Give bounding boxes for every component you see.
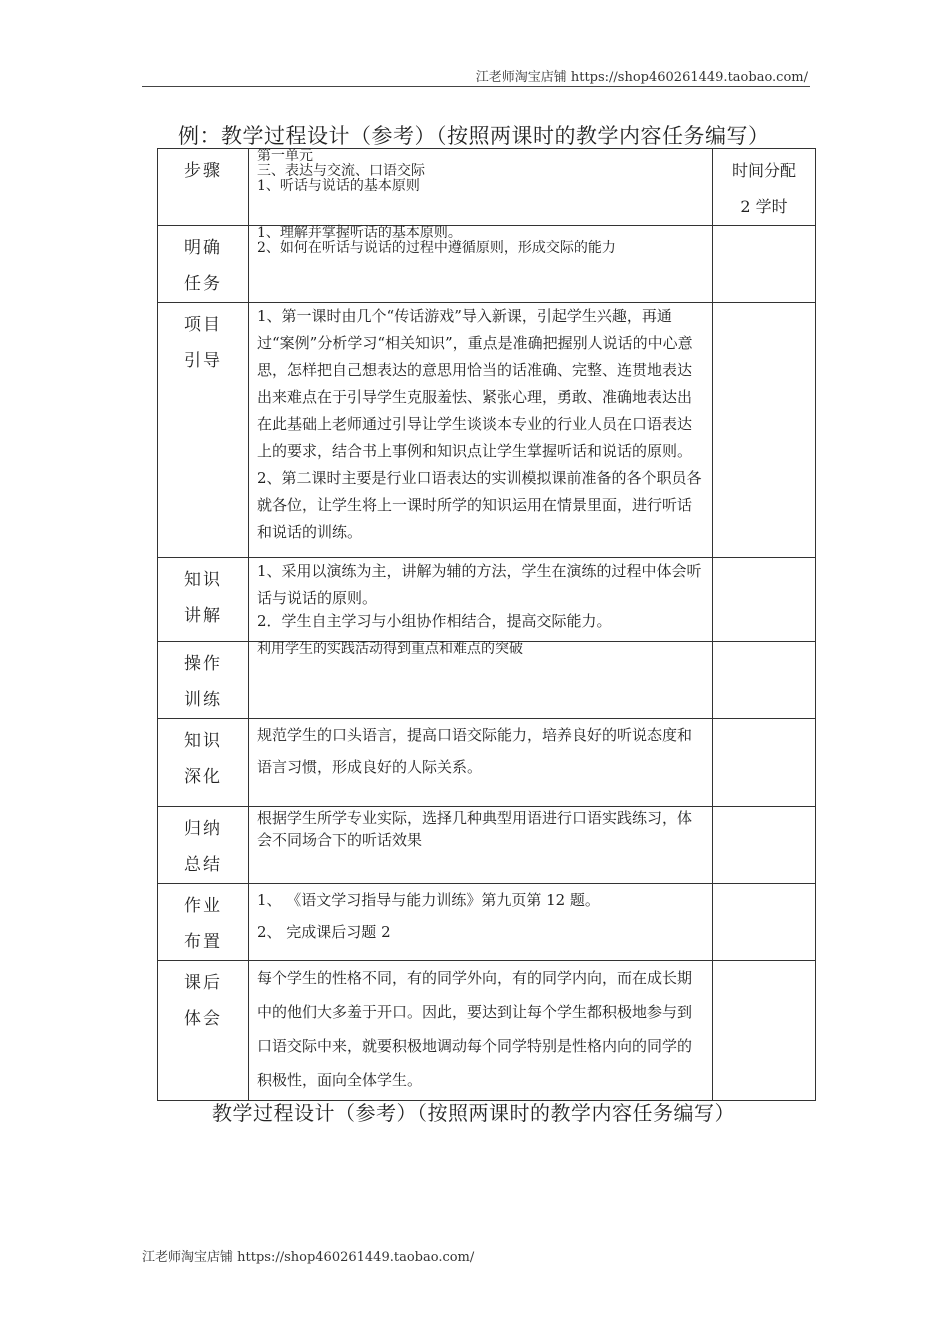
table-row (158, 642, 816, 719)
step-cell (158, 642, 249, 719)
step-label: 知识 (184, 570, 222, 590)
step-label: 项目 (184, 315, 222, 335)
step-cell (158, 807, 249, 884)
header-shop-link[interactable]: 江老师淘宝店铺 https://shop460261449.taobao.com/ (475, 70, 808, 85)
step-label: 深化 (184, 767, 222, 787)
unit-section: 三、表达与交流、口语交际 (257, 163, 425, 179)
content-cell (249, 807, 713, 884)
step-label: 任务 (184, 274, 222, 294)
content-cell (249, 226, 713, 303)
content-cell (249, 884, 713, 961)
step-cell (158, 884, 249, 961)
content-cell (249, 719, 713, 807)
step-cell (158, 226, 249, 303)
step-label: 明确 (184, 238, 222, 258)
content-paragraph: 1、第一课时由几个“传话游戏”导入新课，引起学生兴趣，再通过“案例”分析学习“相关知识”，重点是准确把握别人说话的中心意思，怎样把自己想表达的意思用恰当的话准确、完整、连贯地表达出来难点在于引导学生克服羞怯、紧张心理，勇敢、准确地表达出在此基础上老师通过引导让学生谈谈本专业的行业人员在口语表达上的要求，结合书上事例和知识点让学生掌握听话和说话的原则。 (257, 307, 693, 460)
table-row (158, 226, 816, 303)
step-label: 总结 (184, 855, 222, 875)
time-cell (713, 558, 816, 642)
table-row (158, 558, 816, 642)
time-cell (713, 884, 816, 961)
time-cell (713, 719, 816, 807)
document-title: 例：教学过程设计（参考）（按照两课时的教学内容任务编写） (178, 124, 770, 148)
step-header-cell (158, 149, 249, 226)
time-value: 2 学时 (740, 197, 788, 216)
unit-info-cell (249, 149, 713, 226)
content-paragraph: 2、 完成课后习题 2 (257, 923, 391, 941)
table-header-row (158, 149, 816, 226)
lesson-plan-table (157, 148, 816, 1101)
time-cell (713, 226, 816, 303)
step-label: 归纳 (184, 819, 222, 839)
content-cell (249, 642, 713, 719)
content-line: 1、理解并掌握听话的基本原则。 (257, 225, 462, 241)
step-label: 操作 (184, 654, 222, 674)
content-paragraph: 1、采用以演练为主，讲解为辅的方法，学生在演练的过程中体会听话与说话的原则。 (257, 562, 702, 607)
time-cell (713, 807, 816, 884)
table-row (158, 303, 816, 558)
content-paragraph: 根据学生所学专业实际，选择几种典型用语进行口语实践练习，体会不同场合下的听话效果 (257, 809, 693, 849)
content-paragraph: 利用学生的实践活动得到重点和难点的突破 (257, 641, 523, 657)
table-row (158, 884, 816, 961)
step-label: 知识 (184, 731, 222, 751)
step-label: 作业 (184, 896, 222, 916)
step-label: 课后 (184, 973, 222, 993)
table-row (158, 807, 816, 884)
step-label: 讲解 (184, 606, 222, 626)
content-paragraph: 每个学生的性格不同，有的同学外向，有的同学内向，而在成长期中的他们大多羞于开口。因此，要达到让每个学生都积极地参与到口语交际中来，就要积极地调动每个同学特别是性格内向的同学的积极性，面向全体学生。 (257, 969, 693, 1089)
step-cell (158, 961, 249, 1101)
header-divider (142, 86, 810, 87)
content-line: 2、如何在听话与说话的过程中遵循原则，形成交际的能力 (257, 240, 616, 256)
step-label: 体会 (184, 1009, 222, 1029)
time-allocation-cell (713, 149, 816, 226)
step-label: 步骤 (184, 161, 222, 181)
time-label: 时间分配 (731, 161, 796, 180)
content-paragraph: 1、 《语文学习指导与能力训练》第九页第 12 题。 (257, 891, 600, 909)
content-cell (249, 961, 713, 1101)
content-paragraph: 2、第二课时主要是行业口语表达的实训模拟课前准备的各个职员各就各位，让学生将上一课时所学的知识运用在情景里面，进行听话和说话的训练。 (257, 469, 702, 541)
step-cell (158, 558, 249, 642)
content-paragraph: 2．学生自主学习与小组协作相结合，提高交际能力。 (257, 612, 612, 630)
table-row (158, 719, 816, 807)
repeated-title: 教学过程设计（参考）（按照两课时的教学内容任务编写） (212, 1101, 735, 1125)
step-label: 引导 (184, 351, 222, 371)
footer-shop-link[interactable]: 江老师淘宝店铺 https://shop460261449.taobao.com/ (142, 1250, 475, 1265)
content-cell (249, 303, 713, 558)
step-cell (158, 719, 249, 807)
time-cell (713, 642, 816, 719)
unit-title: 第一单元 (257, 148, 313, 164)
unit-topic: 1、听话与说话的基本原则 (257, 178, 420, 194)
step-cell (158, 303, 249, 558)
time-cell (713, 961, 816, 1101)
content-cell (249, 558, 713, 642)
table-row (158, 961, 816, 1101)
step-label: 训练 (184, 690, 222, 710)
content-paragraph: 规范学生的口头语言，提高口语交际能力，培养良好的听说态度和语言习惯，形成良好的人际关系。 (257, 726, 693, 776)
time-cell (713, 303, 816, 558)
step-label: 布置 (184, 932, 222, 952)
